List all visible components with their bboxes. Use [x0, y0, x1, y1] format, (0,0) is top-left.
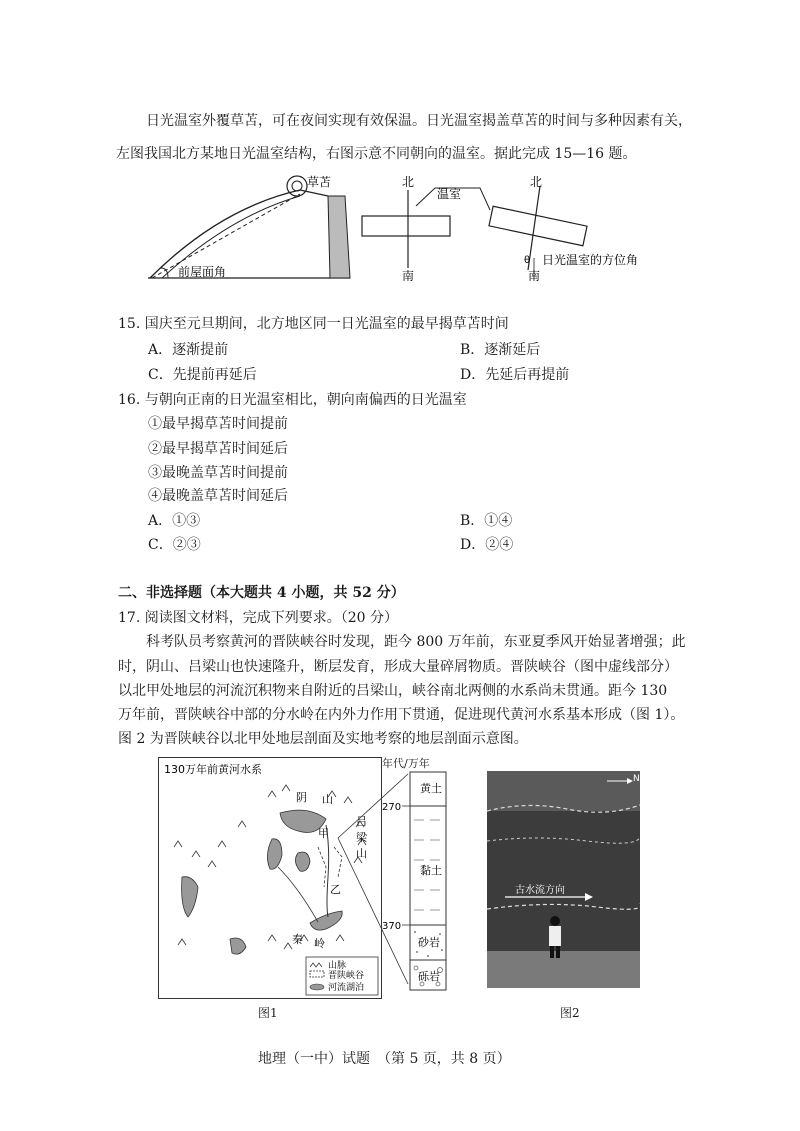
straw-cover-icon	[287, 176, 307, 196]
label-front-roof-angle: 前屋面角	[178, 265, 227, 279]
figure-1-title: 130万年前黄河水系	[164, 763, 262, 776]
greenhouse-cross-section	[148, 174, 350, 279]
section-2-title: 二、非选择题（本大题共 4 小题，共 52 分）	[118, 585, 405, 601]
paleo-flow-label: 古水流方向	[515, 885, 565, 896]
label-yi: 乙	[330, 883, 341, 896]
q16-statement-4: ④最晚盖草苫时间延后	[148, 488, 288, 504]
q16-option-b: B．①④	[460, 513, 513, 529]
legend-gorge: 晋陕峡谷	[328, 971, 365, 981]
field-photo-illustration	[487, 771, 640, 988]
q17-para-line-3: 以北甲处地层的河流沉积物来自附近的吕梁山，峡谷南北两侧的水系尚未贯通。距今 130	[118, 683, 668, 699]
north-label: N	[633, 774, 640, 784]
q16-stem: 16. 与朝向正南的日光温室相比，朝向南偏西的日光温室	[118, 392, 467, 408]
q17-para-line-5: 图 2 为晋陕峡谷以北甲处地层剖面及实地考察的地层剖面示意图。	[118, 731, 528, 747]
label-azimuth: 日光温室的方位角	[542, 253, 639, 267]
label-jia: 甲	[318, 827, 329, 840]
layer-sandstone: 砂岩	[418, 936, 440, 949]
q17-stem: 17. 阅读图文材料，完成下列要求。（20 分）	[118, 610, 398, 626]
age-header: 年代/万年	[382, 757, 430, 770]
label-lu: 吕	[356, 815, 367, 828]
label-yin: 阴	[296, 791, 307, 804]
greenhouse-diagrams	[140, 168, 680, 288]
intro-line-2: 左图我国北方某地日光温室结构，右图示意不同朝向的温室。据此完成 15—16 题。	[116, 146, 637, 162]
legend-river-lake: 河流湖泊	[328, 983, 365, 993]
label-south-2: 南	[528, 269, 541, 283]
q15-stem: 15. 国庆至元旦期间，北方地区同一日光温室的最早揭草苫时间	[118, 316, 509, 332]
layer-clay: 黏土	[420, 864, 442, 877]
q17-para-line-4: 万年前，晋陕峡谷中部的分水岭在内外力作用下贯通，促进现代黄河水系基本形成（图 1）。	[118, 707, 685, 723]
greenhouse-rotated	[489, 175, 638, 283]
label-liang: 梁	[356, 831, 367, 844]
label-qin: 秦	[292, 933, 303, 946]
stratigraphic-column	[382, 770, 462, 992]
label-north-1: 北	[402, 175, 415, 189]
greenhouse-south-facing	[362, 175, 490, 283]
label-straw-cover: 草苫	[307, 175, 332, 189]
q16-statement-2: ②最早揭草苫时间延后	[148, 441, 288, 457]
label-shan-2: 山	[356, 847, 367, 860]
q15-option-d: D．先延后再提前	[460, 367, 570, 383]
q16-option-a: A．①③	[148, 513, 201, 529]
layer-loess: 黄土	[420, 782, 442, 795]
q16-option-c: C．②③	[148, 537, 201, 553]
label-ling: 岭	[314, 937, 325, 950]
label-greenhouse: 温室	[437, 187, 462, 201]
q17-para-line-1: 科考队员考察黄河的晋陕峡谷时发现，距今 800 万年前，东亚夏季风开始显著增强；此	[146, 634, 686, 650]
q16-statement-1: ①最早揭草苫时间提前	[148, 416, 288, 432]
label-south-1: 南	[402, 269, 415, 283]
q17-para-line-2: 时，阴山、吕梁山也快速隆升，断层发育，形成大量碎屑物质。晋陕峡谷（图中虚线部分）	[118, 659, 678, 675]
legend-mountain: 山脉	[328, 961, 347, 971]
label-shan: 山	[322, 793, 333, 806]
q16-option-d: D．②④	[460, 537, 514, 553]
label-theta: θ	[524, 255, 531, 266]
q16-statement-3: ③最晚盖草苫时间提前	[148, 465, 288, 481]
q15-option-b: B．逐渐延后	[460, 342, 541, 358]
figure-1-caption: 图1	[258, 1006, 278, 1020]
label-north-2: 北	[530, 175, 543, 189]
age-370: 370	[382, 921, 402, 932]
q15-option-c: C．先提前再延后	[148, 367, 257, 383]
figure-2-caption: 图2	[560, 1006, 580, 1020]
page-footer: 地理（一中）试题 （第 5 页，共 8 页）	[258, 1051, 511, 1067]
layer-conglomerate: 砾岩	[418, 970, 440, 983]
q15-option-a: A．逐渐提前	[148, 342, 229, 358]
field-photo	[487, 771, 640, 988]
intro-line-1: 日光温室外覆草苫，可在夜间实现有效保温。日光温室揭盖草苫的时间与多种因素有关，	[146, 113, 692, 129]
age-270: 270	[382, 802, 402, 813]
